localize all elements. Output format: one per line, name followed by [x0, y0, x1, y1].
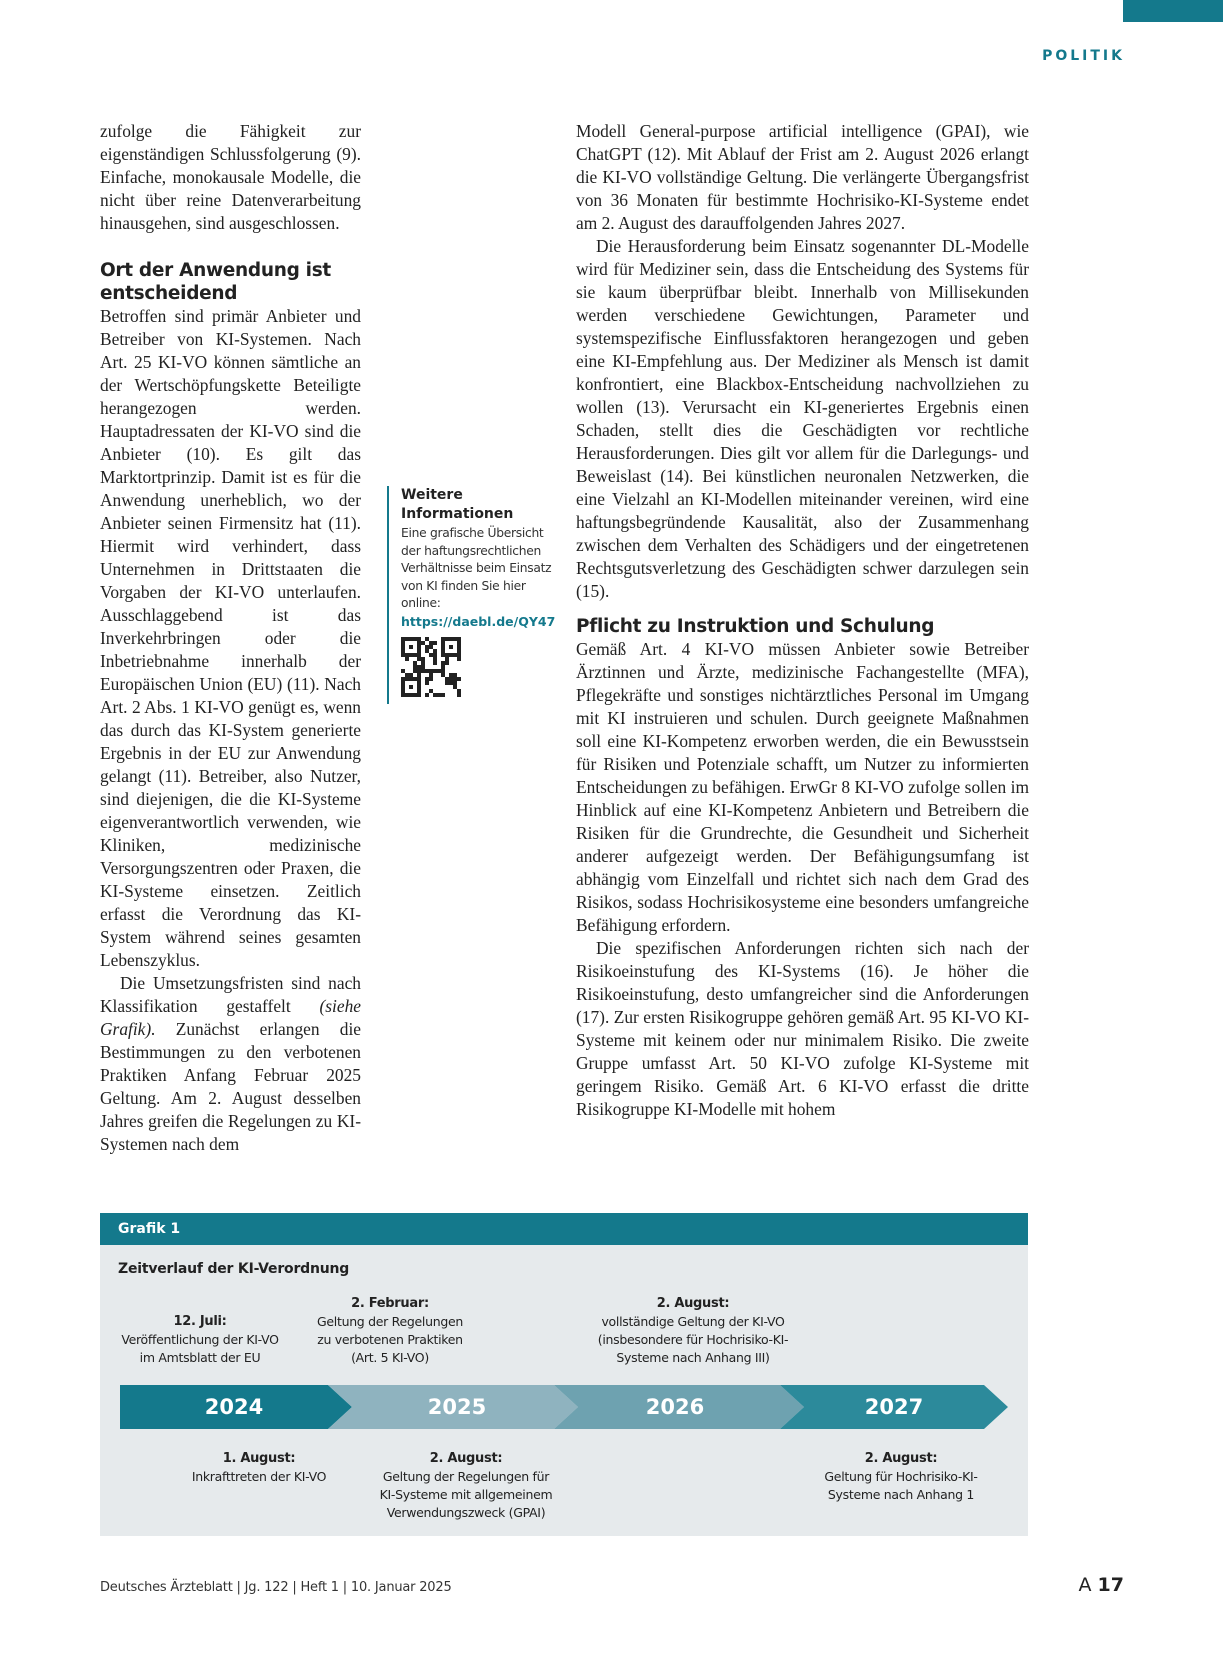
left-paragraph-2: Betroffen sind primär Anbieter und Betreiber von KI-Systemen. Nach Art. 25 KI-VO können sämtliche an der Wertschöpfungskette Beteiligte herangezogen werden. Hauptadressaten der KI-VO sind die Anbieter (10). Es gilt das Marktortprinzip. Damit ist es für die Anwendung unerheblich, wo der Anbieter seinen Firmensitz hat (11). Hiermit wird verhindert, dass Unternehmen in Drittstaaten die Vorgaben der KI-VO unterlaufen. Ausschlaggebend ist das Inverkehrbringen oder die Inbetriebnahme innerhalb der Europäischen Union (EU) (11). Nach Art. 2 Abs. 1 KI-VO genügt es, wenn das durch das KI-System generierte Ergebnis in der EU zur Anwendung gelangt (11). Betreiber, also Nutzer, sind diejenigen, die die KI-Systeme eigenverantwortlich verwenden, wie Kliniken, medizinische Versorgungszentren oder Praxen, die KI-Systeme einsetzen. Zeitlich erfasst die Verordnung das KI-System während seines gesamten Lebenszyklus. [100, 306, 361, 970]
right-paragraph-2: Die Herausforderung beim Einsatz sogenannter DL-Modelle wird für Mediziner sein, dass die Entscheidung des Systems für sie kaum überprüfbar bleibt. Innerhalb von Millisekunden werden verschiedene Gewichtungen, Parameter und systemspezifische Einflussfaktoren herangezogen und geben eine KI-Empfehlung aus. Der Mediziner als Mensch ist damit konfrontiert, eine Blackbox-Entscheidung nachvollziehen zu wollen (13). Verursacht ein KI-generiertes Ergebnis einen Schaden, stellt dies die Geschädigten vor rechtliche Herausforderungen. Dies gilt vor allem für die Darlegungs- und Beweislast (14). Bei künstlichen neuronalen Netzwerken, die eine Vielzahl an KI-Modellen miteinander vereinen, wird eine haftungsbegründende Kausalität, also der Zusammenhang zwischen dem Verhalten des Schädigers und der eingetretenen Rechtsgutsverletzung des Geschädigten schwer darzulegen sein (15). [576, 236, 1029, 601]
right-paragraph-3: Gemäß Art. 4 KI-VO müssen Anbieter sowie Betreiber Ärztinnen und Ärzte, medizinische Fachangestellte (MFA), Pflegekräfte und sonstiges nichtärztliches Personal im Umgang mit KI instruieren und schulen. Durch geeignete Maßnahmen soll eine KI-Kompetenz erworben werden, die ein Bewusstsein für Risiken und Potenziale schafft, um Nutzer zu informierten Entscheidungen zu befähigen. ErwGr 8 KI-VO zufolge sollen im Hinblick auf eine KI-Kompetenz Anbietern und Betreibern die Risiken für die Grundrechte, die Gesundheit und Sicherheit anderer aufgezeigt werden. Der Befähigungsumfang ist abhängig vom Einzelfall und richtet sich nach dem Grad des Risikos, sodass Hochrisikosysteme eine besonders umfangreiche Befähigung erfordern. [576, 639, 1029, 935]
year-2026: 2026 [645, 1395, 705, 1419]
event-bottom-3-text: Geltung für Hochrisiko-KI-Systeme nach Anhang 1 [824, 1469, 978, 1502]
left-paragraph-3-emphasis: (siehe Grafik). [100, 996, 361, 1039]
event-bottom-1 [164, 1450, 354, 1486]
heading-ort-der-anwendung: Ort der Anwendung ist entscheidend [100, 260, 331, 304]
section-label: POLITIK [1042, 48, 1125, 64]
left-paragraph-3-part-a: Die Umsetzungsfristen sind nach Klassifikation gestaffelt [100, 973, 361, 1016]
year-2025: 2025 [427, 1395, 487, 1419]
qr-code-icon[interactable] [401, 637, 461, 697]
event-top-1-date: 12. Juli: [173, 1314, 227, 1329]
event-bottom-1-text: Inkrafttreten der KI-VO [191, 1469, 327, 1484]
heading-pflicht-zu-instruktion: Pflicht zu Instruktion und Schulung [576, 616, 935, 637]
event-bottom-2-date: 2. August: [429, 1451, 503, 1466]
info-text: Eine grafische Übersicht der haftungsrechtlichen Verhältnisse beim Einsatz von KI finden Sie hier online: [401, 526, 552, 610]
event-bottom-3-date: 2. August: [864, 1451, 938, 1466]
page-number-value: 17 [1097, 1574, 1124, 1596]
right-paragraph-4: Die spezifischen Anforderungen richten sich nach der Risikoeinstufung des KI-Systems (16). Je höher die Risikoeinstufung, desto umfangreicher sind die Anforderungen (17). Zur ersten Risikogruppe gehören gemäß Art. 95 KI-VO KI-Systeme mit keinem oder nur minimalem Risiko. Die zweite Gruppe umfasst Art. 50 KI-VO zufolge KI-Systeme mit geringem Risiko. Gemäß Art. 6 KI-VO erfasst die dritte Risikogruppe KI-Modelle mit hohem [576, 938, 1029, 1119]
event-top-1-text: Veröffentlichung der KI-VO im Amtsblatt der EU [121, 1332, 279, 1365]
event-bottom-2 [376, 1450, 556, 1522]
event-bottom-3 [818, 1450, 984, 1504]
year-2024: 2024 [204, 1395, 264, 1419]
right-column [576, 120, 1029, 1121]
left-column [100, 120, 361, 1156]
event-top-3 [588, 1295, 798, 1367]
info-box [387, 486, 566, 704]
corner-accent-bar [1123, 0, 1223, 22]
left-paragraph-1: zufolge die Fähigkeit zur eigenständigen Schlussfolgerung (9). Einfache, monokausale Modelle, die nicht über reine Datenverarbeitung hinausgehen, sind ausgeschlossen. [100, 121, 361, 233]
event-bottom-1-date: 1. August: [222, 1451, 296, 1466]
left-paragraph-3 [100, 972, 361, 1156]
footer-citation: Deutsches Ärzteblatt | Jg. 122 | Heft 1 | 10. Januar 2025 [100, 1580, 452, 1595]
event-top-3-date: 2. August: [656, 1296, 730, 1311]
event-top-2-text: Geltung der Regelungen zu verbotenen Praktiken (Art. 5 KI-VO) [317, 1314, 463, 1365]
event-top-1 [114, 1313, 286, 1367]
page-prefix: A [1078, 1574, 1092, 1596]
figure-label: Grafik 1 [100, 1213, 1028, 1245]
event-top-3-text: vollständige Geltung der KI-VO (insbesondere für Hochrisiko-KI-Systeme nach Anhang III) [597, 1314, 789, 1365]
event-top-2-date: 2. Februar: [351, 1296, 429, 1311]
info-link[interactable]: https://daebl.de/QY47 [401, 613, 556, 629]
info-title: Weitere Informationen [401, 487, 514, 522]
right-paragraph-1: Modell General-purpose artificial intelligence (GPAI), wie ChatGPT (12). Mit Ablauf der Frist am 2. August 2026 erlangt die KI-VO vollständige Geltung. Die verlängerte Übergangsfrist von 36 Monaten für bestimmte Hochrisiko-KI-Systeme endet am 2. August des darauffolgenden Jahres 2027. [576, 121, 1029, 233]
event-bottom-2-text: Geltung der Regelungen für KI-Systeme mit allgemeinem Verwendungszweck (GPAI) [379, 1469, 553, 1520]
event-top-2 [310, 1295, 470, 1367]
timeline-arrow [120, 1385, 1008, 1429]
year-2027: 2027 [864, 1395, 924, 1419]
timeline-figure [100, 1213, 1028, 1536]
figure-title: Zeitverlauf der KI-Verordnung [118, 1261, 350, 1277]
left-paragraph-3-part-b: Zunächst erlangen die Bestimmungen zu den verbotenen Praktiken Anfang Februar 2025 Geltung. Am 2. August desselben Jahres greifen die Regelungen zu KI-Systemen nach dem [100, 1019, 361, 1154]
page-number [1000, 1574, 1124, 1596]
